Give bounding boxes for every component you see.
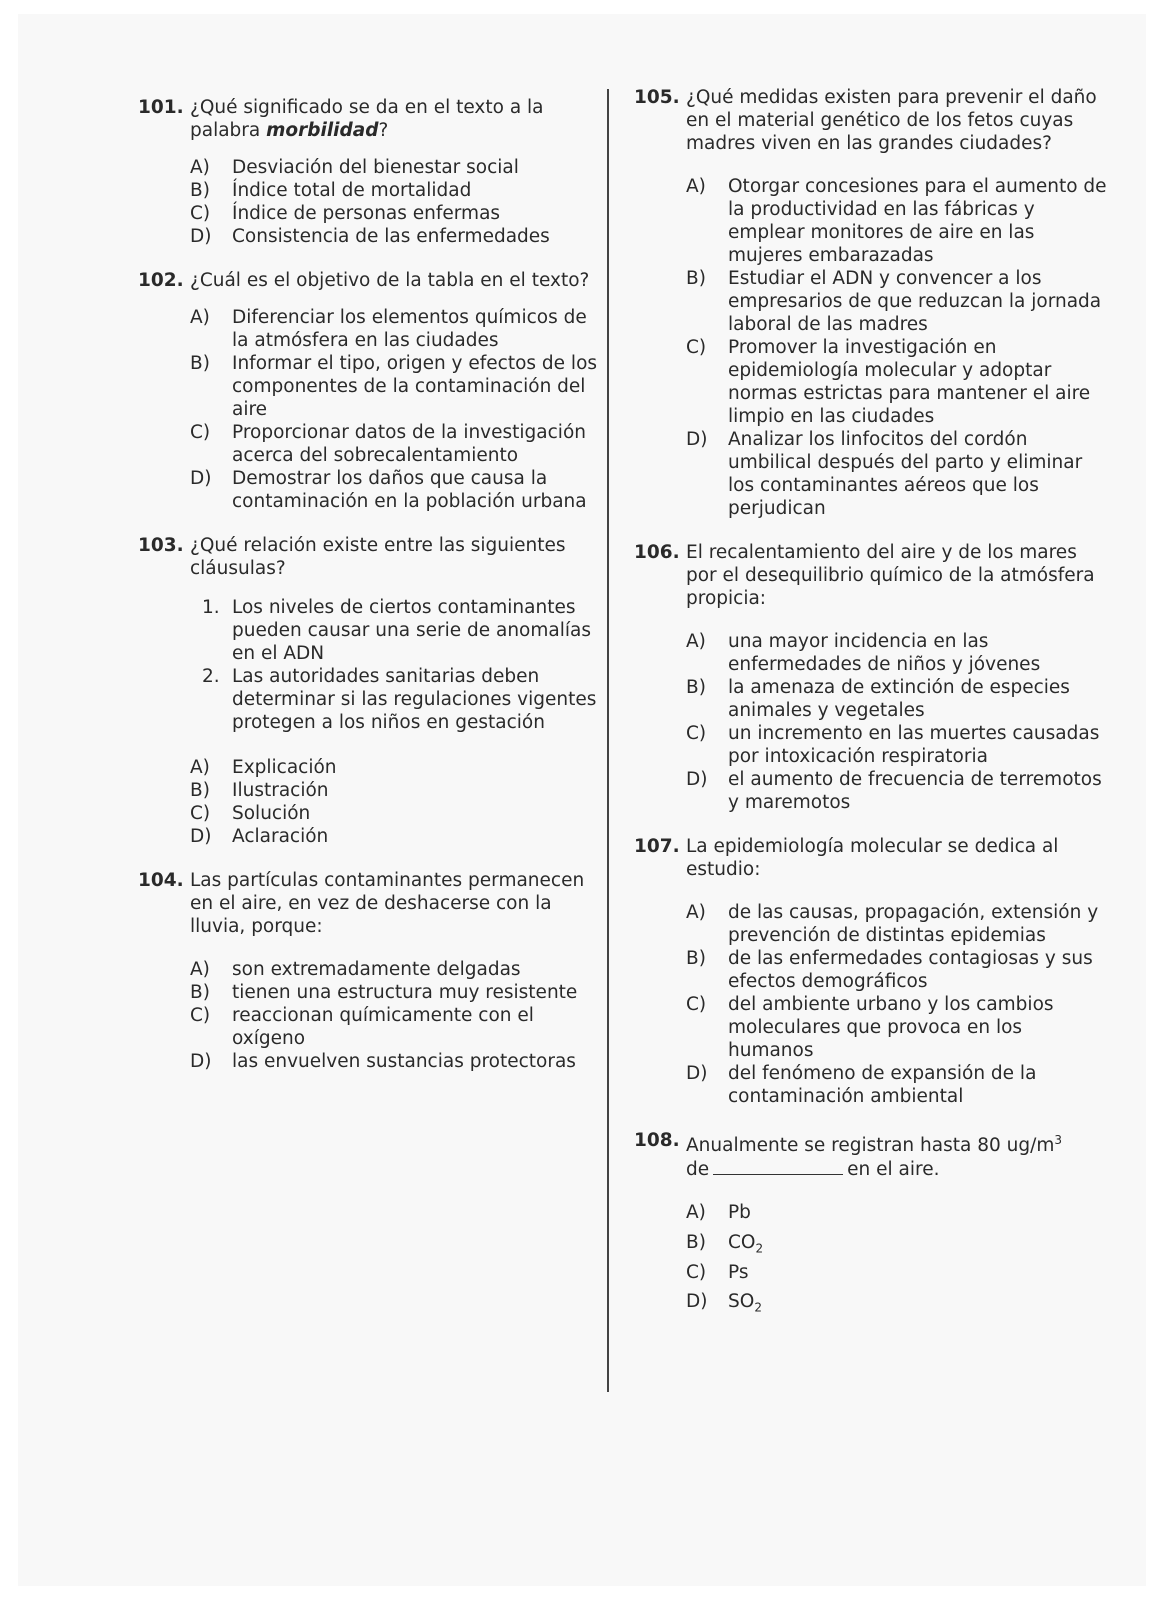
option-c[interactable] bbox=[190, 1004, 604, 1050]
option-text: una mayor incidencia en las enfermedades de niños y jóvenes bbox=[728, 631, 1041, 675]
option-c[interactable] bbox=[190, 802, 604, 825]
option-text: Demostrar los daños que causa la contaminación en la población urbana bbox=[232, 468, 587, 512]
option-letter: B) bbox=[190, 353, 210, 374]
clause-number: 2. bbox=[202, 666, 220, 687]
clause-text: Los niveles de ciertos contaminantes pueden causar una serie de anomalías en el ADN bbox=[232, 597, 591, 664]
option-c[interactable] bbox=[686, 722, 1112, 768]
question-text bbox=[190, 96, 604, 142]
option-text: Índice de personas enfermas bbox=[232, 203, 501, 224]
option-text bbox=[728, 1231, 1112, 1261]
question-stem bbox=[634, 1129, 1112, 1181]
question-number: 106. bbox=[634, 542, 680, 563]
option-letter: C) bbox=[190, 422, 211, 443]
option-letter: D) bbox=[190, 226, 212, 247]
question-108 bbox=[634, 1129, 1112, 1320]
option-a[interactable] bbox=[190, 756, 604, 779]
option-d[interactable] bbox=[686, 768, 1112, 814]
clause-number: 1. bbox=[202, 597, 220, 618]
question-107 bbox=[634, 835, 1112, 1108]
option-d[interactable] bbox=[686, 1290, 1112, 1320]
option-letter: A) bbox=[190, 959, 210, 980]
option-text: Promover la investigación en epidemiología molecular y adoptar normas estrictas para mantener el aire limpio en las ciudades bbox=[728, 337, 1091, 427]
option-text bbox=[728, 1290, 1112, 1320]
formula-base: Ps bbox=[728, 1261, 749, 1283]
option-text: del ambiente urbano y los cambios moleculares que provoca en los humanos bbox=[728, 994, 1054, 1061]
question-number: 103. bbox=[138, 535, 184, 556]
option-b[interactable] bbox=[190, 179, 604, 202]
question-text: ¿Qué medidas existen para prevenir el daño en el material genético de los fetos cuyas madres viven en las grandes ciudades? bbox=[686, 87, 1097, 154]
formula-subscript: 2 bbox=[755, 1241, 764, 1256]
question-text-part2: de bbox=[686, 1159, 710, 1181]
option-letter: C) bbox=[686, 1261, 707, 1283]
formula-base: SO bbox=[728, 1291, 755, 1313]
question-stem bbox=[138, 534, 604, 580]
answer-options bbox=[686, 901, 1112, 1108]
question-text-part3: en el aire. bbox=[847, 1159, 940, 1181]
option-letter: A) bbox=[686, 176, 706, 197]
option-text: Analizar los linfocitos del cordón umbilical después del parto y eliminar los contaminantes aéreos que los perjudican bbox=[728, 429, 1083, 519]
question-stem bbox=[138, 96, 604, 142]
exam-page bbox=[18, 14, 1146, 1586]
clause-text: Las autoridades sanitarias deben determinar si las regulaciones vigentes protegen a los niños en gestación bbox=[232, 666, 597, 733]
clause-list bbox=[202, 596, 604, 734]
option-text: Índice total de mortalidad bbox=[232, 180, 472, 201]
option-text: Explicación bbox=[232, 757, 337, 778]
option-letter: A) bbox=[190, 307, 210, 328]
option-text: Solución bbox=[232, 803, 311, 824]
option-letter: C) bbox=[190, 1005, 211, 1026]
option-letter: D) bbox=[190, 826, 212, 847]
option-letter: D) bbox=[190, 468, 212, 489]
option-letter: A) bbox=[190, 157, 210, 178]
option-b[interactable] bbox=[190, 779, 604, 802]
question-number: 104. bbox=[138, 870, 184, 891]
option-letter: D) bbox=[686, 769, 708, 790]
option-text: tienen una estructura muy resistente bbox=[232, 982, 578, 1003]
question-stem bbox=[634, 541, 1112, 610]
question-number: 101. bbox=[138, 97, 184, 118]
option-c[interactable] bbox=[686, 993, 1112, 1062]
answer-options bbox=[686, 1201, 1112, 1320]
question-stem bbox=[138, 869, 604, 938]
option-a[interactable] bbox=[190, 156, 604, 179]
answer-options bbox=[190, 756, 604, 848]
question-104 bbox=[138, 869, 604, 1073]
option-a[interactable] bbox=[686, 175, 1112, 267]
clause-2 bbox=[202, 665, 604, 734]
option-letter: D) bbox=[686, 1291, 708, 1313]
option-d[interactable] bbox=[190, 467, 604, 513]
option-d[interactable] bbox=[190, 825, 604, 848]
question-text bbox=[686, 1129, 1112, 1181]
option-b[interactable] bbox=[686, 1231, 1112, 1261]
option-c[interactable] bbox=[686, 1261, 1112, 1291]
question-102 bbox=[138, 269, 604, 513]
option-text: Aclaración bbox=[232, 826, 329, 847]
option-b[interactable] bbox=[686, 947, 1112, 993]
option-text: un incremento en las muertes causadas por intoxicación respiratoria bbox=[728, 723, 1100, 767]
left-column bbox=[138, 96, 604, 1094]
question-106 bbox=[634, 541, 1112, 814]
option-b[interactable] bbox=[190, 981, 604, 1004]
option-text: de las enfermedades contagiosas y sus efectos demográficos bbox=[728, 948, 1093, 992]
option-text: las envuelven sustancias protectoras bbox=[232, 1051, 576, 1072]
option-letter: D) bbox=[190, 1051, 212, 1072]
formula-subscript: 2 bbox=[754, 1300, 762, 1315]
option-letter: C) bbox=[686, 994, 707, 1015]
question-101 bbox=[138, 96, 604, 248]
option-d[interactable] bbox=[686, 428, 1112, 520]
fill-in-blank[interactable] bbox=[713, 1157, 843, 1175]
option-a[interactable] bbox=[686, 630, 1112, 676]
question-number: 108. bbox=[634, 1130, 680, 1151]
option-text: el aumento de frecuencia de terremotos y maremotos bbox=[728, 769, 1102, 813]
right-column bbox=[634, 86, 1112, 1341]
answer-options bbox=[686, 175, 1112, 520]
option-letter: C) bbox=[686, 337, 707, 358]
option-letter: B) bbox=[686, 677, 706, 698]
option-letter: B) bbox=[190, 982, 210, 1003]
option-b[interactable] bbox=[686, 267, 1112, 336]
answer-options bbox=[190, 306, 604, 513]
option-letter: B) bbox=[686, 948, 706, 969]
option-text: Otorgar concesiones para el aumento de la productividad en las fábricas y emplear monitores de aire en las mujeres embarazadas bbox=[728, 176, 1107, 266]
option-letter: C) bbox=[190, 803, 211, 824]
option-c[interactable] bbox=[190, 202, 604, 225]
question-text: ¿Qué relación existe entre las siguientes cláusulas? bbox=[190, 535, 566, 579]
option-text: Consistencia de las enfermedades bbox=[232, 226, 550, 247]
question-text: ¿Cuál es el objetivo de la tabla en el texto? bbox=[190, 270, 590, 291]
superscript-exponent: 3 bbox=[1054, 1133, 1062, 1147]
option-text: reaccionan químicamente con el oxígeno bbox=[232, 1005, 534, 1049]
question-103 bbox=[138, 534, 604, 848]
question-105 bbox=[634, 86, 1112, 520]
answer-options bbox=[190, 958, 604, 1073]
question-text: Las partículas contaminantes permanecen en el aire, en vez de deshacerse con la lluvia, porque: bbox=[190, 870, 585, 937]
question-text-part1: Anualmente se registran hasta 80 ug/m bbox=[686, 1135, 1055, 1157]
option-text: de las causas, propagación, extensión y prevención de distintas epidemias bbox=[728, 902, 1099, 946]
option-d[interactable] bbox=[190, 225, 604, 248]
option-letter: A) bbox=[190, 757, 210, 778]
question-stem bbox=[138, 269, 604, 292]
option-text bbox=[728, 1201, 1112, 1231]
option-letter: B) bbox=[686, 268, 706, 289]
option-letter: D) bbox=[686, 1063, 708, 1084]
option-d[interactable] bbox=[686, 1062, 1112, 1108]
option-a[interactable] bbox=[686, 1201, 1112, 1231]
formula-base: CO bbox=[728, 1231, 756, 1253]
formula-base: Pb bbox=[728, 1202, 751, 1224]
question-number: 102. bbox=[138, 270, 184, 291]
option-letter: C) bbox=[190, 203, 211, 224]
option-a[interactable] bbox=[686, 901, 1112, 947]
option-a[interactable] bbox=[190, 958, 604, 981]
option-text: Proporcionar datos de la investigación acerca del sobrecalentamiento bbox=[232, 422, 586, 466]
option-b[interactable] bbox=[686, 676, 1112, 722]
option-text: Informar el tipo, origen y efectos de los componentes de la contaminación del aire bbox=[232, 353, 598, 420]
option-text: la amenaza de extinción de especies animales y vegetales bbox=[728, 677, 1070, 721]
question-text-start: ¿Qué significado se da en el texto a la palabra bbox=[190, 97, 544, 141]
option-c[interactable] bbox=[190, 421, 604, 467]
option-b[interactable] bbox=[190, 352, 604, 421]
option-text: Estudiar el ADN y convencer a los empresarios de que reduzcan la jornada laboral de las madres bbox=[728, 268, 1102, 335]
option-letter: B) bbox=[190, 780, 210, 801]
option-letter: D) bbox=[686, 429, 708, 450]
clause-1 bbox=[202, 596, 604, 665]
question-number: 105. bbox=[634, 87, 680, 108]
answer-options bbox=[686, 630, 1112, 814]
option-text bbox=[728, 1261, 1112, 1291]
column-divider bbox=[607, 89, 609, 1392]
answer-options bbox=[190, 156, 604, 248]
option-text: son extremadamente delgadas bbox=[232, 959, 521, 980]
question-stem bbox=[634, 86, 1112, 155]
question-text-end: ? bbox=[378, 120, 389, 141]
option-text: del fenómeno de expansión de la contaminación ambiental bbox=[728, 1063, 1037, 1107]
option-text: Ilustración bbox=[232, 780, 329, 801]
option-letter: A) bbox=[686, 631, 706, 652]
option-a[interactable] bbox=[190, 306, 604, 352]
option-letter: A) bbox=[686, 1202, 706, 1224]
option-text: Desviación del bienestar social bbox=[232, 157, 519, 178]
option-letter: B) bbox=[686, 1231, 706, 1253]
question-stem bbox=[634, 835, 1112, 881]
option-d[interactable] bbox=[190, 1050, 604, 1073]
emphasized-word: morbilidad bbox=[266, 120, 379, 141]
option-letter: A) bbox=[686, 902, 706, 923]
option-letter: C) bbox=[686, 723, 707, 744]
option-text: Diferenciar los elementos químicos de la atmósfera en las ciudades bbox=[232, 307, 587, 351]
option-letter: B) bbox=[190, 180, 210, 201]
option-c[interactable] bbox=[686, 336, 1112, 428]
question-text: El recalentamiento del aire y de los mares por el desequilibrio químico de la atmósfera propicia: bbox=[686, 542, 1095, 609]
question-number: 107. bbox=[634, 836, 680, 857]
question-text: La epidemiología molecular se dedica al estudio: bbox=[686, 836, 1059, 880]
